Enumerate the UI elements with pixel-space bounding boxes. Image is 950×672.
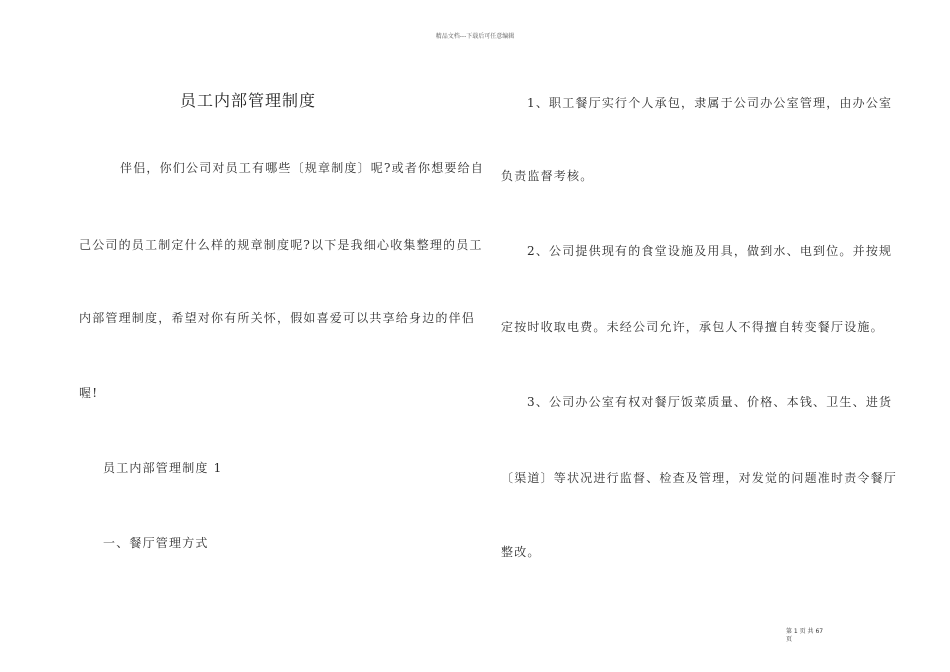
page-number-line: 第 1 页 共 67 — [786, 628, 824, 635]
subsection-heading: 一、餐厅管理方式 — [103, 536, 209, 550]
paragraph-line: 内部管理制度，希望对你有所关怀，假如喜爱可以共享给身边的伴侣 — [79, 311, 476, 325]
paragraph-line: 整改。 — [501, 545, 541, 559]
section-heading: 员工内部管理制度 1 — [103, 461, 223, 475]
paragraph-line: 2、公司提供现有的食堂设施及用具，做到水、电到位。并按规 — [527, 244, 893, 258]
paragraph-line: 己公司的员工制定什么样的规章制度呢?以下是我细心收集整理的员工 — [79, 238, 483, 252]
page-header: 精品文档---下载后可任意编辑 — [435, 33, 515, 40]
paragraph-line: 3、公司办公室有权对餐厅饭菜质量、价格、本钱、卫生、进货 — [527, 395, 893, 409]
paragraph-line: 伴侣，你们公司对员工有哪些〔规章制度〕呢?或者你想要给自 — [120, 161, 485, 175]
paragraph-line: 负责监督考核。 — [501, 169, 594, 183]
paragraph-line: 〔渠道〕等状况进行监督、检查及管理，对发觉的问题准时责令餐厅 — [501, 471, 898, 485]
paragraph-line: 喔! — [79, 386, 99, 400]
document-title: 员工内部管理制度 — [180, 91, 317, 110]
paragraph-line: 定按时收取电费。未经公司允许，承包人不得擅自转变餐厅设施。 — [501, 320, 884, 334]
page-number — [786, 628, 836, 644]
page-number-line: 页 — [786, 636, 793, 643]
paragraph-line: 1、职工餐厅实行个人承包，隶属于公司办公室管理，由办公室 — [527, 96, 893, 110]
